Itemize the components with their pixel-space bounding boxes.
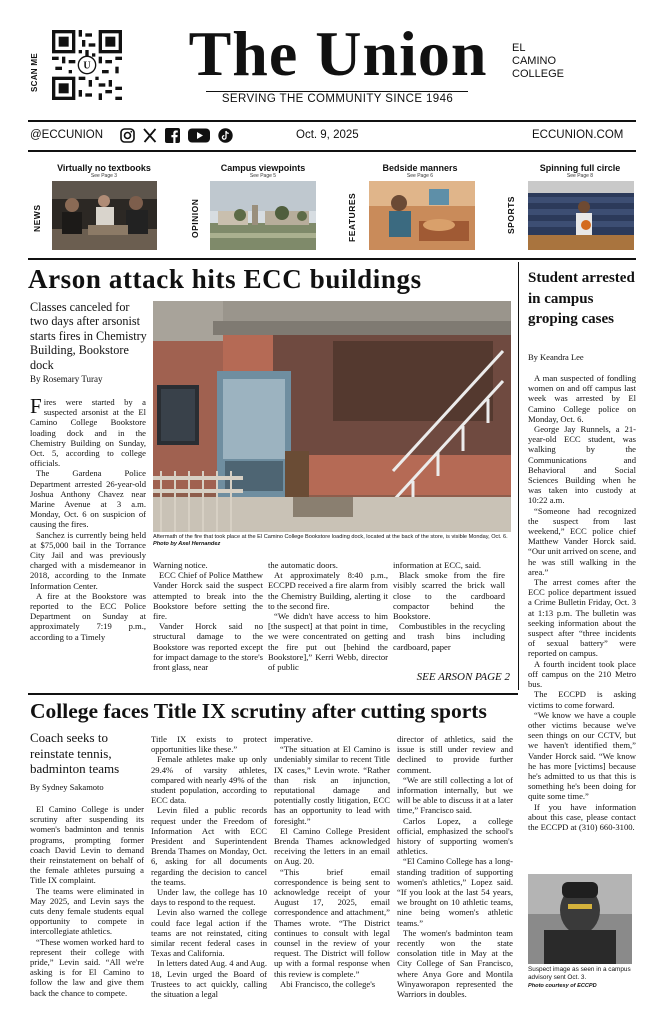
social-bar-top-rule xyxy=(28,120,636,122)
photo-credit: Photo courtesy of ECCPD xyxy=(528,983,597,989)
arson-photo xyxy=(153,301,511,532)
teaser-headline: Virtually no textbooks xyxy=(57,163,151,173)
arson-subhead: Classes canceled for two days after arsonist starts fires in Chemistry Building, Bookstore dock xyxy=(30,300,147,372)
website-link[interactable]: ECCUNION.COM xyxy=(532,129,624,141)
scan-me-label: SCAN ME xyxy=(30,53,39,92)
teaser-sports[interactable] xyxy=(504,160,636,255)
arson-byline: By Rosemary Turay xyxy=(30,374,103,384)
titleix-paragraph: El Camino College is under scrutiny after suspending its women's badminton and tennis programs, prompting former coach David Levin to demand their reinstatement on behalf of the female athletes pursuing a Title IX complaint. xyxy=(30,804,144,886)
masthead-title: The Union xyxy=(188,18,488,89)
svg-text:U: U xyxy=(83,60,91,72)
titleix-paragraph: “El Camino College has a long-standing tradition of supporting women's athletics,” Lopez said. “If you look at the last 54 years, we brought on 10 athletic teams, nine being women's athletic teams.” xyxy=(397,856,513,928)
right-rail-divider xyxy=(518,262,519,690)
arrest-paragraph: “Someone had recognized the suspect from last weekend,” ECC police chief Matthew Vander Horck said. “Our unit arrived on scene, and he was still walking in the area.” xyxy=(528,505,636,577)
teaser-features[interactable] xyxy=(345,160,477,255)
arrest-byline: By Keandra Lee xyxy=(528,352,584,362)
titleix-subhead: Coach seeks to reinstate tennis, badminton teams xyxy=(30,730,120,776)
arrest-headline: Student arrested in campus groping cases xyxy=(528,270,635,327)
social-handle[interactable]: @ECCUNION xyxy=(30,129,104,141)
titleix-paragraph: imperative. xyxy=(274,734,313,744)
titleix-paragraph: “This brief email correspondence is being sent to acknowledge receipt of your August 17, 2025, email correspondence and attachment,” Thames wrote. “The District continues to consult with legal counsel in the review of your request. The District will follow up with a formal response when this review is complete.” xyxy=(274,866,390,979)
teaser-headline: Bedside manners xyxy=(382,163,458,173)
arson-paragraph: Combustibles in the recycling and trash bins including cardboard, paper xyxy=(393,621,505,652)
arson-paragraph: Vander Horck said no structural damage to the Bookstore was reported except for impact damage to the store's front glass, near xyxy=(153,621,263,673)
teaser-section-label: NEWS xyxy=(32,204,42,232)
qr-code[interactable] xyxy=(52,30,122,100)
arson-paragraph: The Gardena Police Department arrested 26-year-old Joshua Anthony Chavez near Marine Avenue at 3 a.m. Monday, Oct. 6 on suspicion of causing the fires. xyxy=(30,468,146,530)
titleix-paragraph: The teams were eliminated in May 2025, and Levin says the cuts deny female students equal opportunity to compete in intercollegiate athletics. xyxy=(30,885,144,937)
titleix-paragraph: “The situation at El Camino is undeniably similar to recent Title IX cases,” Levin wrote. “Rather than risk an injunction, reputational damage and potentially costly litigation, ECC has an opportunity to lead with foresight.” xyxy=(274,744,390,826)
arson-photo-caption xyxy=(153,534,511,549)
teaser-headline: Spinning full circle xyxy=(539,163,621,173)
teasers-bottom-rule xyxy=(28,258,636,260)
teaser-photo-sports xyxy=(528,181,634,250)
caption-text: Suspect image as seen in a campus advisory sent Oct. 3. xyxy=(528,966,631,981)
teaser-section-label: OPINION xyxy=(190,198,200,238)
arrest-paragraph: The arrest comes after the ECC police department issued a Crime Bulletin Friday, Oct. 3 at 1:13 p.m. The bulletin was seeking information about the suspect after “three incidents of sexual battery” were reported on campus. xyxy=(528,577,636,659)
arson-paragraph: Fires were started by a suspected arsonist at the El Camino College Bookstore loading dock and in the Chemistry Building on Sunday, Oct. 5, according to college officials. xyxy=(30,394,146,469)
arrest-paragraph: George Jay Runnels, a 21-year-old ECC student, was walking by the Communications and Behavioral and Social Sciences Building when he was taken into custody at 10:22 a.m. xyxy=(528,424,636,506)
arrest-paragraph: If you have information about this case, please contact the ECCPD at (310) 660-3100. xyxy=(528,801,636,832)
teaser-page: See Page 5 xyxy=(249,173,277,179)
titleix-paragraph: “These women worked hard to represent their college with pride,” Levin said. “All we're asking is for El Camino to follow the law and give them back the chance to compete. xyxy=(30,936,144,998)
titleix-paragraph: Carlos Lopez, a college official, emphasized the school's history of supporting women's athletics. xyxy=(397,815,513,857)
teaser-section-label: FEATURES xyxy=(347,192,357,242)
teaser-section-label: SPORTS xyxy=(506,196,516,234)
teaser-page: See Page 3 xyxy=(90,173,118,179)
arson-paragraph: ECC Chief of Police Matthew Vander Horck said the suspect attempted to break into the Bookstore before setting the fire. xyxy=(153,570,263,622)
arson-paragraph: Black smoke from the fire visibly scarred the brick wall close to the cardboard compactor behind the Bookstore. xyxy=(393,570,505,622)
arson-column-3 xyxy=(268,560,388,672)
titleix-paragraph: Levin filed a public records request under the Freedom of Information Act with ECC President and Superintendent Brenda Thames on Monday, Oct. 6, asking for all documents regarding the decision to cancel the teams. xyxy=(151,805,267,887)
teaser-news[interactable] xyxy=(30,160,160,255)
arson-paragraph: Warning notice. xyxy=(153,560,208,570)
arrest-column xyxy=(528,373,636,832)
social-bar-bottom-rule xyxy=(28,150,636,152)
titleix-paragraph: Title IX exists to protect opportunities like these.” xyxy=(151,734,267,755)
arrest-paragraph: A fourth incident took place off campus on the 210 Metro bus. xyxy=(528,658,636,690)
titleix-column-1 xyxy=(30,804,144,998)
instagram-icon[interactable] xyxy=(120,128,135,143)
x-icon[interactable] xyxy=(143,128,157,143)
arson-paragraph: “We didn't have access to him [the suspect] at that point in time, we were concentrated on getting the fire put out [behind the Bookstore],” Kerri Webb, director of public xyxy=(268,611,388,673)
titleix-paragraph: Female athletes make up only 29.4% of varsity athletes, compared with nearly 49% of the student population, according to ECC data. xyxy=(151,754,267,806)
tagline-rule xyxy=(206,91,468,92)
arson-paragraph: information at ECC, said. xyxy=(393,560,482,570)
issue-date: Oct. 9, 2025 xyxy=(296,129,359,141)
arson-column-1 xyxy=(30,394,146,642)
arson-paragraph: A fire at the Bookstore was reported to the ECC Police Department on Sunday at approximately 7:19 p.m., according to a Timely xyxy=(30,590,146,642)
titleix-paragraph: Under law, the college has 10 days to respond to the request. xyxy=(151,887,267,908)
arrest-paragraph: “We know we have a couple other victims because we've seen things on our CCTV, but we haven't identified them,” Vander Horck said. “We know he has more [victims] because he's admitted to us that this is something he's been doing for quite some time.” xyxy=(528,709,636,802)
titleix-column-3 xyxy=(274,734,390,989)
facebook-icon[interactable] xyxy=(165,128,180,143)
photo-credit: Photo by Axel Hernandez xyxy=(153,541,221,548)
titleix-paragraph: “We are still collecting a lot of information internally, but we will be able to discuss it at a later time,” Francisco said. xyxy=(397,774,513,816)
arson-column-4 xyxy=(393,560,505,652)
tiktok-icon[interactable] xyxy=(218,128,233,143)
suspect-photo xyxy=(528,874,632,964)
teaser-opinion[interactable] xyxy=(188,160,318,255)
arson-headline: Arson attack hits ECC buildings xyxy=(28,264,422,294)
drop-cap: F xyxy=(30,394,42,418)
teaser-photo-features xyxy=(369,181,475,250)
suspect-photo-caption xyxy=(528,966,636,990)
teaser-headline: Campus viewpoints xyxy=(220,163,306,173)
titleix-paragraph: Levin also warned the college could face legal action if the teams are not reinstated, citing similar recent federal cases in Texas and California. xyxy=(151,907,267,959)
titleix-paragraph: director of athletics, said the issue is still under review and declined to provide further comment. xyxy=(397,734,513,775)
titleix-paragraph: In letters dated Aug. 4 and Aug. 18, Levin urged the Board of Trustees to act quickly, calling the situation a legal xyxy=(151,958,267,1000)
teaser-page: See Page 6 xyxy=(406,173,434,179)
titleix-column-4 xyxy=(397,734,513,999)
titleix-top-rule xyxy=(28,693,518,695)
arrest-paragraph: The ECCPD is asking victims to come forward. xyxy=(528,689,636,710)
teaser-page: See Page 8 xyxy=(566,173,594,179)
teaser-photo-opinion xyxy=(210,181,316,250)
titleix-paragraph: El Camino College President Brenda Thames acknowledged receiving the letters in an email on Aug. 20. xyxy=(274,825,390,867)
titleix-paragraph: Abi Francisco, the college's xyxy=(280,978,376,989)
arson-paragraph: Sanchez is currently being held at $75,000 bail in the Torrance City Jail and was previously charged with a misdemeanor in 2018, according to the Inmate Information Center. xyxy=(30,529,146,591)
teaser-photo-news xyxy=(52,181,157,250)
college-name: EL CAMINO COLLEGE xyxy=(512,42,564,80)
arrest-paragraph: A man suspected of fondling women on and off campus last week was arrested by El Camino College police on Monday, Oct. 6. xyxy=(528,373,636,424)
arson-jump-link[interactable]: SEE ARSON PAGE 2 xyxy=(416,671,510,683)
youtube-icon[interactable] xyxy=(188,128,210,143)
qr-code-icon xyxy=(52,30,122,100)
titleix-column-2 xyxy=(151,734,267,999)
arson-paragraph: At approximately 8:40 p.m., ECCPD received a fire alarm from the Chemistry Building, alerting it to the second fire. xyxy=(268,570,388,611)
caption-text: Aftermath of the fire that took place at the El Camino College Bookstore loading dock, located at the back of the store, is visible Monday, Oct. 6. xyxy=(153,534,508,540)
arson-column-2 xyxy=(153,560,263,672)
tagline: SERVING THE COMMUNITY SINCE 1946 xyxy=(221,93,454,105)
titleix-paragraph: The women's badminton team recently won the state consolation title in May at the City College of San Francisco, where Anya Gore and Montila Winyaworapon represented the Warriors in doubles. xyxy=(397,927,513,1000)
arson-paragraph: the automatic doors. xyxy=(268,560,338,570)
titleix-byline: By Sydney Sakamoto xyxy=(30,782,104,792)
titleix-headline: College faces Title IX scrutiny after cutting sports xyxy=(30,699,487,723)
